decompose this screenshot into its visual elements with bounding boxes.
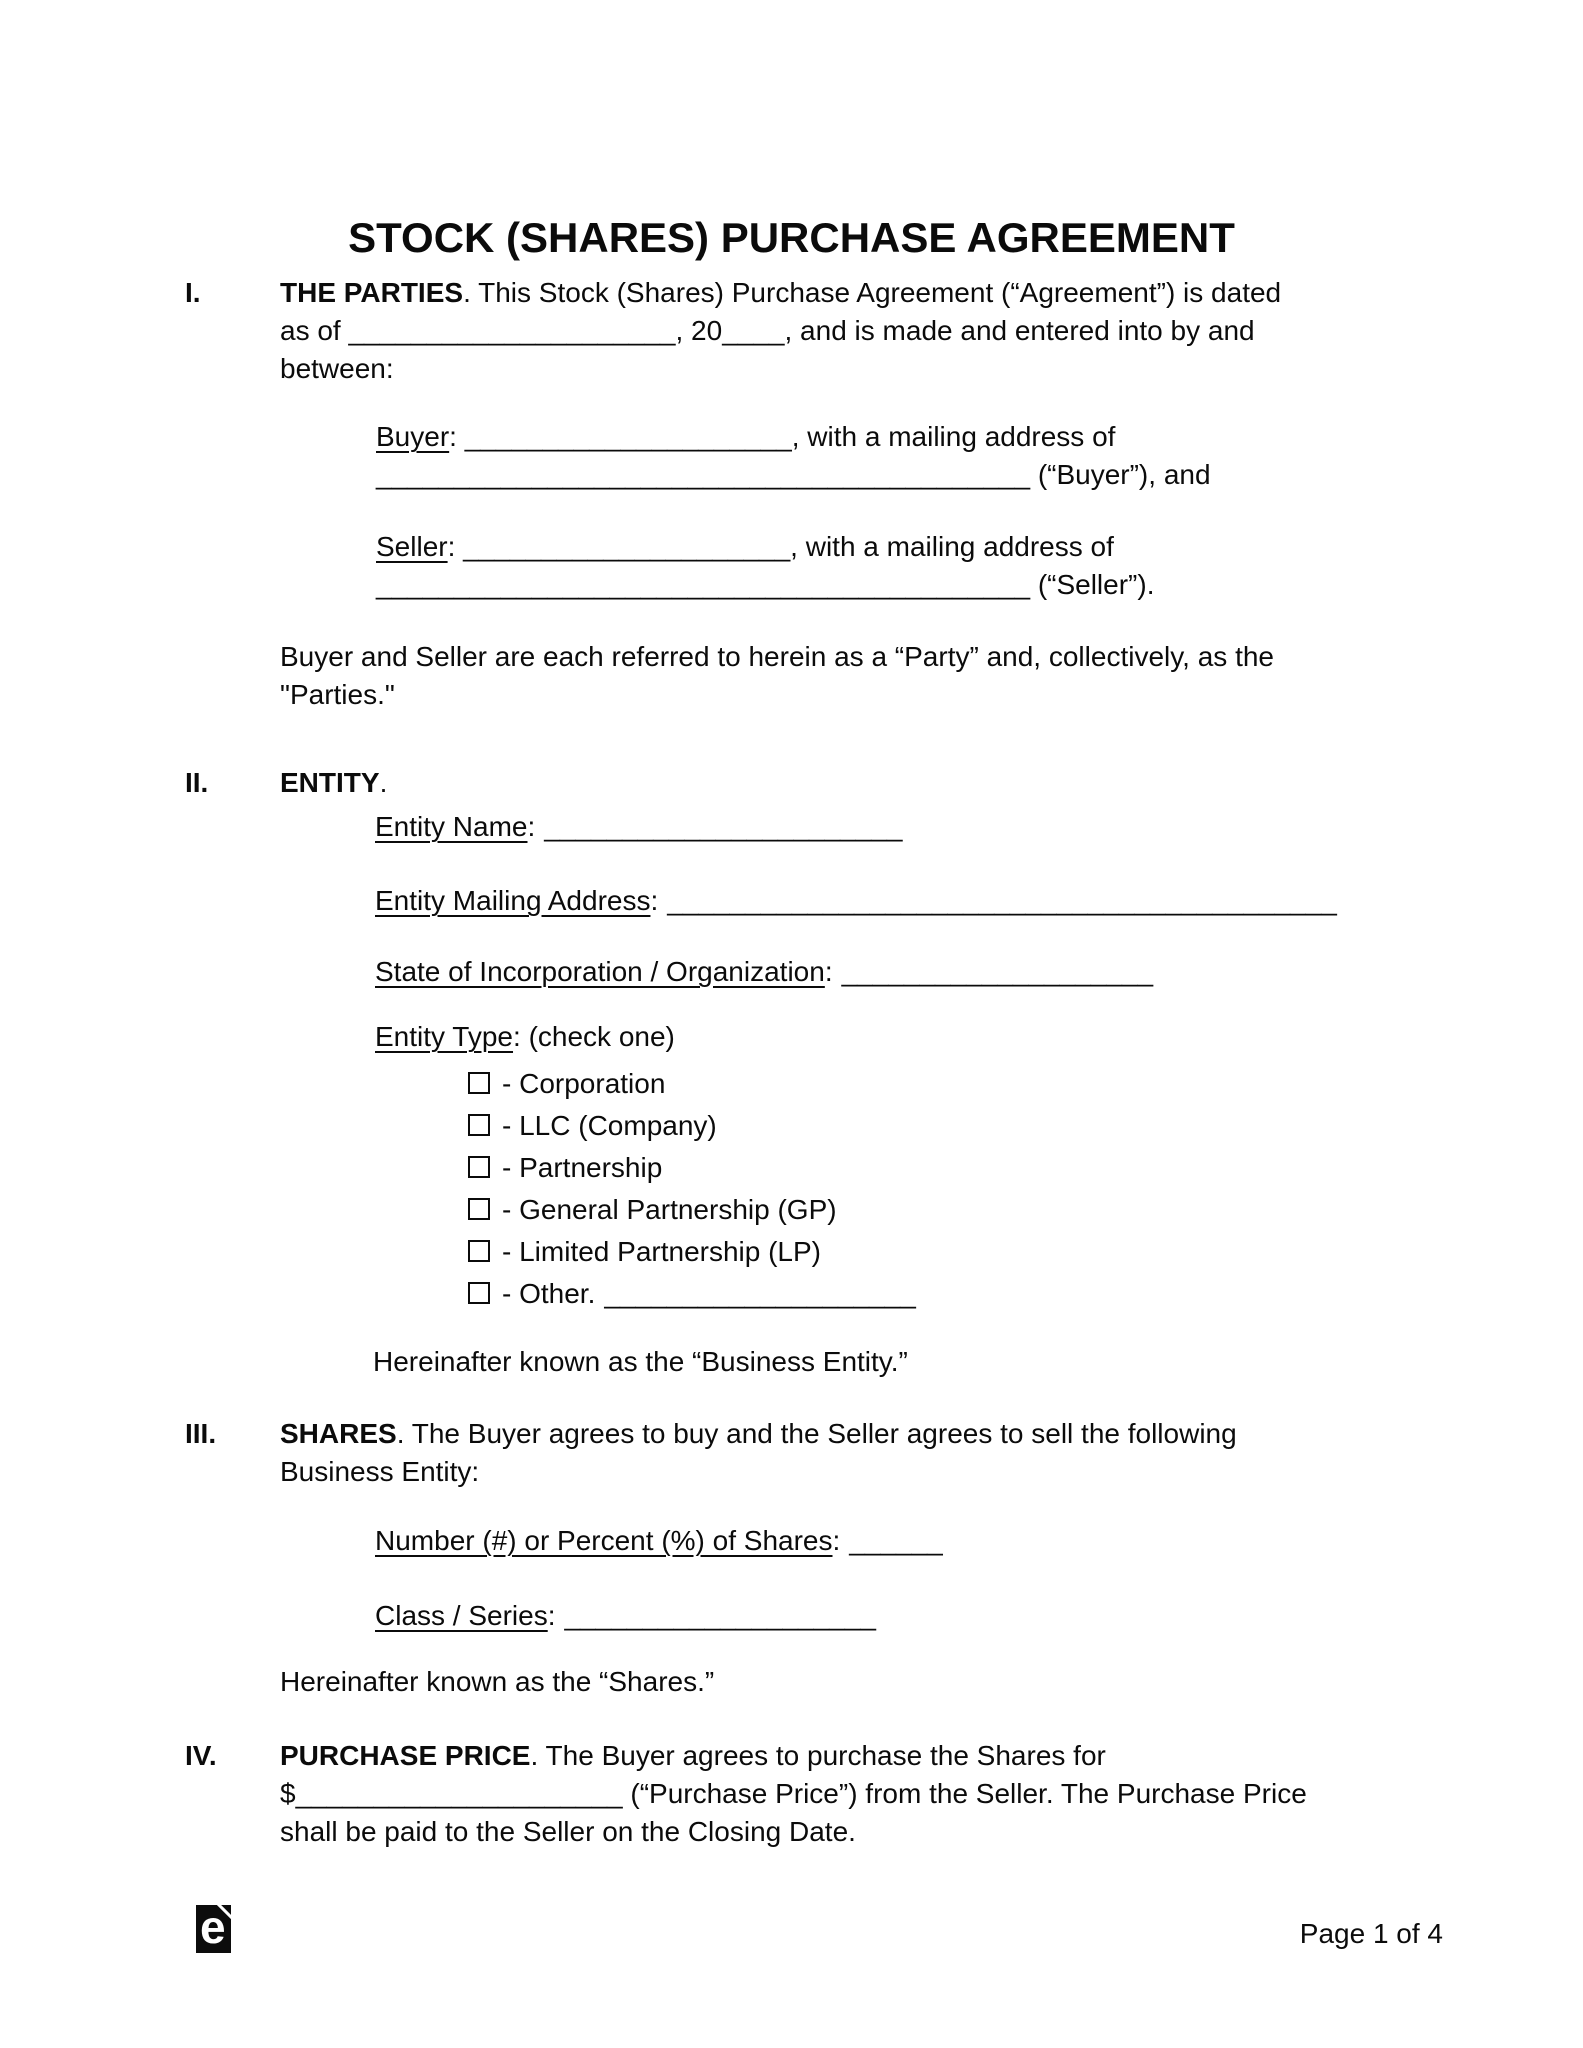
section-numeral-purchase-price: IV.: [185, 1740, 217, 1771]
section-numeral-parties: I.: [185, 277, 201, 308]
checkbox-limited-partnership[interactable]: [468, 1240, 490, 1262]
section-numeral-shares: III.: [185, 1418, 217, 1449]
shares-class-field: [375, 1597, 876, 1635]
purchase-price-line-1: [280, 1737, 1307, 1775]
shares-class-label: Class / Series: [375, 1600, 548, 1631]
checkbox-corporation[interactable]: [468, 1072, 490, 1094]
purchase-price-line-3: shall be paid to the Seller on the Closing Date.: [280, 1816, 856, 1847]
purchase-price-heading: PURCHASE PRICE: [280, 1740, 531, 1771]
entity-address-field: [375, 882, 1337, 920]
entity-type-label: Entity Type: [375, 1021, 514, 1052]
document-title: STOCK (SHARES) PURCHASE AGREEMENT: [348, 214, 1235, 262]
shares-number-field: [375, 1522, 943, 1560]
option-label-general-partnership: - General Partnership (GP): [502, 1194, 837, 1225]
shares-intro-line-1: [280, 1415, 1237, 1453]
purchase-price-heading-rest: . The Buyer agrees to purchase the Shares for: [530, 1740, 1106, 1771]
entity-type-option-general-partnership: [468, 1189, 916, 1231]
entity-state-blank[interactable]: ____________________: [841, 956, 1154, 987]
buyer-line-2: __________________________________________ (“Buyer”), and: [376, 459, 1211, 490]
purchase-price-paragraph: [280, 1737, 1307, 1851]
parties-intro-line-1: [280, 274, 1281, 312]
entity-type-option-other: [468, 1273, 916, 1315]
buyer-label: Buyer: [376, 421, 450, 452]
entity-type-rest: : (check one): [513, 1021, 675, 1052]
parties-closing: [280, 638, 1274, 714]
entity-type-other-blank[interactable]: ____________________: [604, 1278, 916, 1309]
option-label-other: - Other.: [502, 1278, 596, 1309]
checkbox-general-partnership[interactable]: [468, 1198, 490, 1220]
shares-closing: Hereinafter known as the “Shares.”: [280, 1666, 715, 1697]
entity-address-separator: :: [650, 885, 659, 916]
parties-closing-line-2: "Parties.": [280, 679, 395, 710]
shares-intro-line-2: Business Entity:: [280, 1456, 480, 1487]
seller-line-1: [376, 528, 1154, 566]
entity-name-label: Entity Name: [375, 811, 528, 842]
shares-class-separator: :: [547, 1600, 556, 1631]
section-numeral-entity: II.: [185, 767, 209, 798]
option-label-partnership: - Partnership: [502, 1152, 663, 1183]
option-label-corporation: - Corporation: [502, 1068, 666, 1099]
shares-class-blank[interactable]: ____________________: [564, 1600, 876, 1631]
entity-type-option-limited-partnership: [468, 1231, 916, 1273]
seller-clause: [376, 528, 1154, 604]
entity-type-option-corporation: [468, 1063, 916, 1105]
checkbox-partnership[interactable]: [468, 1156, 490, 1178]
entity-name-field: [375, 808, 902, 846]
entity-type-options: [468, 1063, 916, 1315]
entity-state-label: State of Incorporation / Organization: [375, 956, 825, 987]
entity-address-label: Entity Mailing Address: [375, 885, 651, 916]
buyer-rest: : _____________________, with a mailing address of: [449, 421, 1116, 452]
logo-letter: e: [200, 1901, 226, 1953]
buyer-line-1: [376, 418, 1211, 456]
entity-state-separator: :: [824, 956, 833, 987]
buyer-clause: [376, 418, 1211, 494]
option-label-limited-partnership: - Limited Partnership (LP): [502, 1236, 822, 1267]
entity-closing: Hereinafter known as the “Business Entity.”: [373, 1346, 908, 1377]
entity-name-blank[interactable]: _______________________: [544, 811, 903, 842]
entity-heading: ENTITY: [280, 767, 380, 798]
shares-heading: SHARES: [280, 1418, 397, 1449]
seller-line-2: __________________________________________ (“Seller”).: [376, 569, 1155, 600]
purchase-price-line-2: $_____________________ (“Purchase Price”) from the Seller. The Purchase Price: [280, 1778, 1307, 1809]
entity-state-field: [375, 953, 1153, 991]
shares-number-blank[interactable]: ______: [849, 1525, 943, 1556]
entity-address-blank[interactable]: ___________________________________________: [667, 885, 1337, 916]
parties-intro: [280, 274, 1281, 388]
seller-rest: : _____________________, with a mailing address of: [447, 531, 1114, 562]
shares-number-label: Number (#) or Percent (%) of Shares: [375, 1525, 833, 1556]
shares-heading-rest: . The Buyer agrees to buy and the Seller agrees to sell the following: [396, 1418, 1237, 1449]
entity-name-separator: :: [527, 811, 536, 842]
entity-heading-rest: .: [379, 767, 388, 798]
parties-heading-rest: . This Stock (Shares) Purchase Agreement (“Agreement”) is dated: [463, 277, 1282, 308]
shares-intro: [280, 1415, 1237, 1491]
page-number: Page 1 of 4: [1299, 1918, 1443, 1949]
entity-type-line: [375, 1018, 675, 1056]
checkbox-llc[interactable]: [468, 1114, 490, 1136]
parties-intro-line-3: between:: [280, 353, 394, 384]
parties-heading: THE PARTIES: [280, 277, 464, 308]
eforms-logo: [196, 1901, 231, 1953]
seller-label: Seller: [376, 531, 448, 562]
option-label-llc: - LLC (Company): [502, 1110, 717, 1141]
parties-intro-line-2: as of _____________________, 20____, and is made and entered into by and: [280, 315, 1255, 346]
checkbox-other[interactable]: [468, 1282, 490, 1304]
entity-type-option-llc: [468, 1105, 916, 1147]
shares-number-separator: :: [832, 1525, 841, 1556]
parties-closing-line-1: Buyer and Seller are each referred to herein as a “Party” and, collectively, as the: [280, 641, 1274, 672]
entity-type-option-partnership: [468, 1147, 916, 1189]
entity-heading-line: [280, 764, 387, 802]
